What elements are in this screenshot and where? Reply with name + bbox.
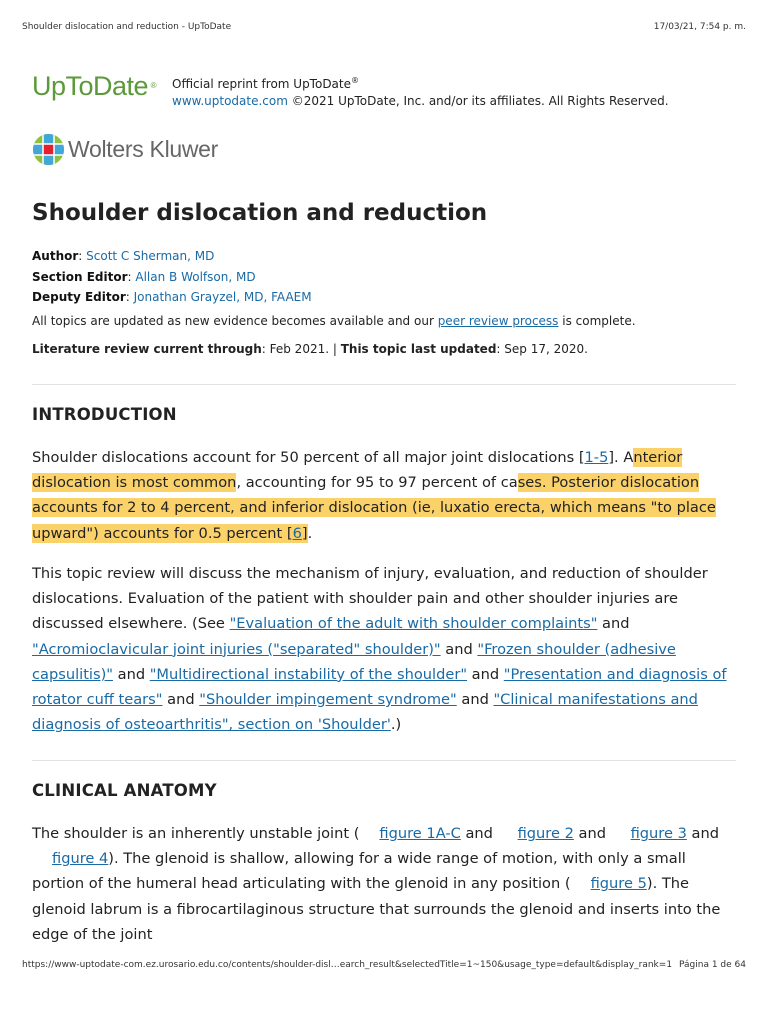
figure-link[interactable]: figure 3 (630, 825, 687, 842)
deputy-editor-link[interactable]: Jonathan Grayzel, MD, FAAEM (133, 290, 312, 304)
topic-link[interactable]: "Shoulder impingement syndrome" (199, 691, 457, 709)
wolters-kluwer-name: Wolters Kluwer (68, 136, 219, 162)
credit-role: Author (32, 249, 79, 263)
text: and (460, 825, 498, 842)
wolters-kluwer-logo (32, 133, 218, 166)
section-heading-clinical-anatomy: CLINICAL ANATOMY (32, 781, 217, 800)
highlighted-text: nterior dislocation is most common (32, 449, 683, 492)
peer-review-link[interactable]: peer review process (437, 314, 559, 328)
text: This topic review will discuss the mechanism of injury, evaluation, and reduction of shoulder dislocations. Evaluation of the patient with shoulder pain and other shoulder injuries are discussed elsewhere. (See (32, 565, 708, 633)
credit-deputy-editor: Deputy Editor: Jonathan Grayzel, MD, FAAEM (32, 290, 312, 304)
reprint-notice (172, 70, 669, 110)
review-dates (32, 342, 588, 356)
print-header-title: Shoulder dislocation and reduction - UpToDate (22, 22, 232, 32)
reference-link[interactable]: 1-5 (584, 449, 609, 466)
credit-role: Section Editor (32, 269, 128, 284)
text: ses. Posterior dislocation accounts for 2 to 4 percent, and inferior dislocation (ie, luxatio erecta, which means "to place upward") accounts for 0.5 percent [ (32, 474, 716, 542)
topic-link[interactable]: "Clinical manifestations and diagnosis of osteoarthritis", section on 'Shoulder' (32, 691, 698, 734)
page-title: Shoulder dislocation and reduction (32, 200, 488, 226)
reprint-mark: ® (351, 76, 359, 85)
section-editor-link[interactable]: Allan B Wolfson, MD (135, 269, 256, 284)
text: , accounting for 95 to 97 percent of ca (236, 474, 518, 492)
update-note-text-end: is complete. (558, 314, 636, 328)
credit-section-editor: Section Editor: Allan B Wolfson, MD (32, 269, 256, 284)
review-value: : Feb 2021. | (261, 342, 341, 356)
intro-paragraph-1 (32, 445, 742, 546)
brand-header (32, 70, 669, 110)
section-heading-introduction: INTRODUCTION (32, 405, 177, 424)
uptodate-logo[interactable] (32, 70, 156, 102)
update-note-text: All topics are updated as new evidence becomes available and our (32, 314, 438, 328)
updated-label: This topic last updated (340, 342, 497, 356)
text: and (162, 691, 200, 709)
updated-value: : Sep 17, 2020. (496, 342, 588, 356)
topic-link[interactable]: "Presentation and diagnosis of rotator cuff tears" (32, 665, 727, 709)
reprint-line (172, 72, 669, 93)
divider (32, 384, 736, 385)
text: and (597, 615, 630, 633)
print-header-datetime: 17/03/21, 7:54 p. m. (653, 22, 746, 32)
print-footer-page: Página 1 de 64 (679, 960, 746, 970)
update-note (32, 314, 636, 328)
author-link[interactable]: Scott C Sherman, MD (86, 249, 215, 263)
uptodate-logo-mark: ® (150, 81, 156, 90)
anatomy-paragraph-1 (32, 821, 742, 947)
topic-link[interactable]: "Frozen shoulder (adhesive capsulitis)" (32, 640, 676, 683)
reference-link[interactable]: 6 (292, 524, 302, 542)
text: and (440, 640, 478, 658)
uptodate-site-link[interactable]: www.uptodate.com (172, 94, 288, 108)
credit-role: Deputy Editor (32, 290, 126, 304)
divider (32, 760, 736, 761)
print-footer-url: https://www-uptodate-com.ez.urosario.edu.co/contents/shoulder-disl…earch_result&selectedTitle=1~150&usage_type=default&display_rank=1 (22, 960, 673, 970)
credit-author: Author: Scott C Sherman, MD (32, 249, 215, 263)
text: ]. A (608, 449, 634, 466)
copyright-text: ©2021 UpToDate, Inc. and/or its affiliates. All Rights Reserved. (287, 94, 669, 108)
review-label: Literature review current through (32, 342, 262, 356)
text: ). The glenoid labrum is a fibrocartilaginous structure that surrounds the glenoid and inserts into the edge of the joint (32, 875, 721, 943)
text: The shoulder is an inherently unstable joint ( (32, 825, 360, 842)
reprint-text: Official reprint from UpToDate (172, 77, 351, 91)
uptodate-logo-text: UpToDate (32, 71, 149, 101)
topic-link[interactable]: "Acromioclavicular joint injuries ("separated" shoulder)" (32, 640, 441, 658)
print-header (22, 22, 746, 32)
figure-link[interactable]: figure 4 (52, 850, 109, 868)
text: . (307, 524, 313, 542)
text: and (456, 691, 494, 709)
text: and (112, 665, 150, 683)
figure-link[interactable]: figure 5 (590, 875, 647, 893)
text: .) (390, 716, 402, 734)
intro-paragraph-2 (32, 561, 742, 737)
text: Shoulder dislocations account for 50 percent of all major joint dislocations [ (32, 449, 585, 466)
text: and (467, 665, 504, 683)
copyright-line (172, 93, 669, 110)
topic-link[interactable]: "Evaluation of the adult with shoulder complaints" (229, 615, 598, 633)
wolters-kluwer-icon (32, 133, 65, 166)
text: ). The glenoid is shallow, allowing for a wide range of motion, with only a small portion of the humeral head articulating with the glenoid in any position ( (32, 850, 686, 893)
text: and (573, 825, 611, 842)
text: and (686, 825, 719, 842)
print-footer (22, 960, 746, 970)
topic-link[interactable]: "Multidirectional instability of the shoulder" (149, 665, 468, 683)
figure-link[interactable]: figure 2 (517, 825, 574, 842)
credits-block (32, 246, 312, 308)
figure-link[interactable]: figure 1A-C (379, 825, 461, 842)
text: ] (301, 524, 308, 542)
